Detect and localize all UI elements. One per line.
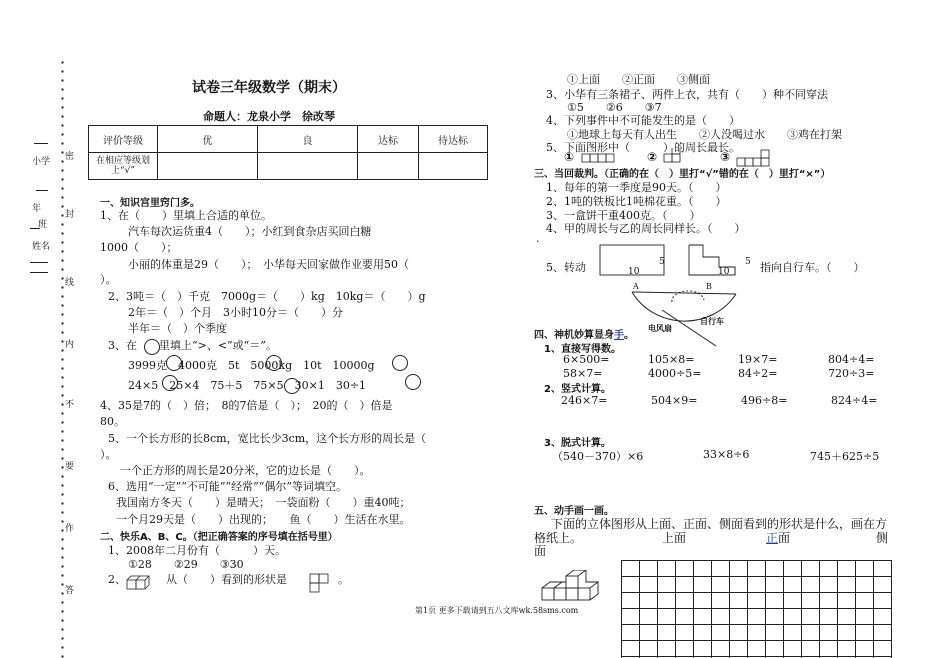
s4-calc: 84÷2=: [738, 367, 778, 380]
grade-header: 待达标: [419, 126, 488, 153]
class-label: 班: [38, 220, 48, 230]
margin-char-zuo: 作: [65, 524, 75, 534]
s4-calc: 824÷4=: [831, 394, 878, 407]
margin-char-xian: 线: [65, 278, 75, 288]
s1-line: 2年＝（ ）个月 3小时10分＝（ ）分: [128, 306, 343, 319]
s3-item: 4、甲的周长与乙的周长同样长。（ ）: [546, 222, 746, 235]
s3-q5-answer: 指向自行车。（ ）: [760, 261, 865, 274]
fig-label: 5: [659, 257, 665, 267]
s4-sub1: 1、直接写得数。: [544, 344, 621, 355]
grade-table: [88, 125, 488, 180]
margin-char-bu: 不: [65, 400, 75, 410]
s2-q4-options: ①地球上每天有人出生 ②人没喝过水 ③鸡在打架: [567, 128, 842, 141]
s5-link[interactable]: 正: [766, 531, 779, 545]
s1-line: 2、3吨＝（ ）千克 7000g＝（ ）kg 10kg＝（ ）g: [108, 290, 426, 303]
margin-char-da: 答: [65, 586, 75, 596]
grade-header: 达标: [358, 126, 419, 153]
grade-row-label: 在相应等级划上“√”: [89, 153, 158, 180]
q5-figure-1: [580, 148, 640, 164]
grade-cell[interactable]: [158, 153, 258, 180]
s2-q5-option: ①: [564, 150, 575, 164]
s4-calc: 105×8=: [648, 353, 695, 366]
compare-circle[interactable]: [162, 375, 178, 391]
grade-header: 优: [158, 126, 258, 153]
compare-circle[interactable]: [166, 355, 182, 371]
s1-line: 1、在（ ）里填上合适的单位。: [100, 209, 272, 222]
s5-line: 上面: [662, 531, 687, 545]
s1-line: 半年＝（ ）个季度: [128, 322, 227, 335]
s2-q3-options: ①5 ②6 ③7: [567, 101, 662, 114]
page-footer: 第1页 更多下载请到五八文库wk.58sms.com: [415, 606, 579, 615]
section4-heading-link[interactable]: 手: [614, 330, 624, 341]
s2-q2-end: 。: [338, 573, 349, 586]
s4-calc: 720÷3=: [828, 367, 875, 380]
s1-line: 24×5 25×4 75＋5 75×5 30×1 30÷1: [128, 379, 367, 392]
author-line: 命题人：龙泉小学 徐改琴: [203, 110, 335, 123]
name-label: 姓名: [32, 242, 51, 252]
cube-stack-figure: [125, 570, 157, 596]
s4-calc: 504×9=: [651, 394, 698, 407]
margin-char-mi: 密: [65, 152, 75, 162]
s1-line: 5、一个长方形的长8cm，宽比长少3cm，这个长方形的周长是（: [108, 432, 427, 445]
s4-sub3: 3、脱式计算。: [544, 438, 611, 449]
s4-calc: 33×8÷6: [703, 448, 750, 461]
name-blank-2: [30, 272, 48, 273]
s5-line: [766, 529, 790, 546]
q5-figure-2: [662, 148, 702, 164]
s3-item: 1、每年的第一季度是90天。（ ）: [546, 181, 727, 194]
grade-cell[interactable]: [358, 153, 419, 180]
school-blank: [34, 143, 48, 144]
s3-item: 3、一盒饼干重400克。（ ）: [546, 209, 701, 222]
compare-circle[interactable]: [392, 355, 408, 371]
s4-calc: 246×7=: [561, 394, 608, 407]
s2-q5: 5、下面图形中（ ）的周长最长。: [546, 141, 740, 154]
fig-label: 10: [628, 267, 640, 277]
s4-calc: 745＋625÷5: [810, 450, 880, 463]
s1-line: ）。: [100, 448, 117, 461]
wheel-label-b: B: [706, 282, 712, 291]
s5-line: 面: [534, 544, 547, 558]
s2-q2-number: 2、: [108, 573, 126, 586]
page-title: 试卷三年级数学（期末）: [192, 80, 346, 96]
s4-calc: （540－370）×6: [552, 450, 644, 463]
margin-char-nei: 内: [65, 340, 75, 350]
section4-heading-end: 。: [624, 330, 634, 341]
school-label: 小学: [32, 157, 51, 167]
grade-header: 良: [258, 126, 358, 153]
compare-circle[interactable]: [266, 355, 282, 371]
s4-calc: 4000÷5=: [648, 367, 702, 380]
s4-calc: 58×7=: [563, 367, 603, 380]
margin-char-feng: 封: [65, 210, 75, 220]
fig-label: 5: [745, 257, 751, 267]
s2-q2-text: 从（ ）看到的形状是: [166, 573, 287, 586]
s1-line: 我国南方冬天（ ）是晴天； 一袋面粉（ ）重40吨；: [116, 496, 411, 509]
s3-item: 2、1吨的铁板比1吨棉花重。（ ）: [546, 195, 727, 208]
s1-line: 80。: [100, 415, 125, 428]
s5-line2c: 面: [778, 531, 791, 545]
fig-label: 10: [718, 267, 730, 277]
s1-line: 汽车每次运货重4（ ）；小红到食杂店买回白糖: [128, 225, 372, 238]
s1-line: ）。: [100, 273, 117, 286]
s1-line: 一个月29天是（ ）出现的； 鱼（ ）生活在水里。: [116, 513, 411, 526]
name-blank-1: [30, 262, 48, 263]
s1-line: 一个正方形的周长是20分米，它的边长是（ ）。: [120, 464, 371, 477]
grade-blank: [36, 190, 48, 191]
grade-cell[interactable]: [419, 153, 488, 180]
s1-line: 4、35是7的（ ）倍； 8的7倍是（ ）； 20的（ ）倍是: [100, 399, 393, 412]
grade-label: 年: [32, 204, 42, 214]
s4-calc: 804÷4=: [828, 353, 875, 366]
answer-grid-paper[interactable]: [621, 560, 892, 658]
s4-calc: 496÷8=: [741, 394, 788, 407]
s1-line: 3999克 4000克 5t 5000kg 10t 10000g: [128, 359, 375, 372]
s2-q4: 4、下列事件中不可能发生的是（ ）: [546, 114, 740, 127]
section5-heading: 五、动手画一画。: [534, 506, 614, 517]
wheel-label-bike: 自行车: [700, 317, 724, 326]
binding-dotted-line: [61, 58, 64, 658]
s1-line: 小丽的体重是29（ ）； 小华每天回家做作业要用50（: [128, 258, 409, 271]
wheel-label-fan: 电风扇: [648, 324, 672, 333]
s3-dot: .: [536, 232, 540, 245]
margin-char-yao: 要: [65, 462, 75, 472]
view-shape-figure: [308, 572, 338, 596]
section4-heading-text: 四、神机妙算显身: [534, 330, 614, 341]
s5-line: 格纸上。: [534, 531, 583, 545]
compare-circle[interactable]: [284, 378, 300, 394]
s1-line: 3、在 里填上“>、<”或“＝”。: [108, 339, 277, 352]
s2-q1: 1、2008年二月份有（ ）天。: [108, 544, 286, 557]
s2-q1-options: ①28 ②29 ③30: [128, 558, 244, 571]
grade-cell[interactable]: [258, 153, 358, 180]
compare-circle[interactable]: [144, 339, 160, 355]
s2-q5-option: ③: [720, 150, 731, 164]
s4-calc: 19×7=: [738, 353, 778, 366]
s4-calc: 6×500=: [563, 353, 610, 366]
s2-q5-option: ②: [647, 150, 658, 164]
s4-sub2: 2、竖式计算。: [544, 384, 611, 395]
compare-circle[interactable]: [405, 374, 421, 390]
s2-q2-options: ①上面 ②正面 ③侧面: [567, 73, 710, 86]
s2-q3: 3、小华有三条裙子、两件上衣，共有（ ）种不同穿法: [546, 88, 828, 101]
s1-line: 6、选用“一定”“不可能”“经常”“偶尔”等词填空。: [108, 480, 347, 493]
section2-heading: 二、快乐A、B、C。（把正确答案的序号填在括号里）: [100, 532, 338, 543]
section4-heading: [534, 326, 634, 341]
grade-header: 评价等级: [89, 126, 158, 153]
s3-q5-text: 5、转动: [546, 261, 586, 274]
section1-heading: 一、知识宫里窍门多。: [100, 198, 200, 209]
s5-line: 下面的立体图形从上面、正面、侧面看到的形状是什么，画在方: [551, 517, 888, 531]
s1-line: 1000（ ）；: [100, 241, 178, 254]
s5-line: 侧: [876, 531, 889, 545]
wheel-label-a: A: [633, 282, 639, 291]
solid-figure: [540, 570, 610, 604]
section3-heading: 三、当回裁判。（正确的在（ ）里打“√”错的在（ ）里打“×”）: [534, 169, 831, 180]
